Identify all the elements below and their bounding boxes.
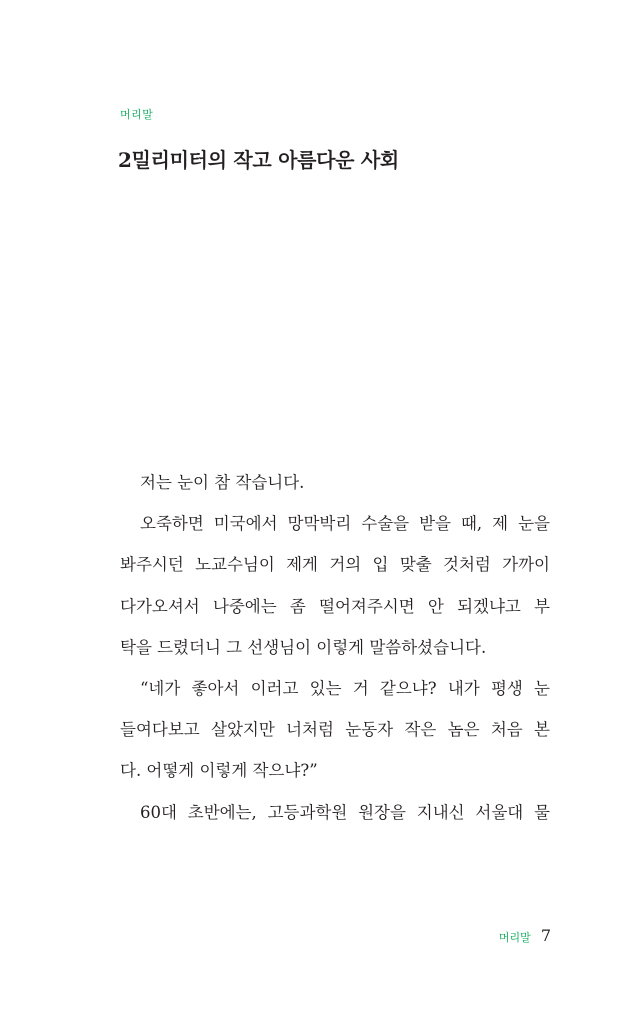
body-text — [120, 462, 550, 833]
text-line: 들여다보고 살았지만 너처럼 눈동자 작은 놈은 처음 본 — [120, 720, 550, 740]
footer-section-label: 머리말 — [498, 931, 531, 944]
text-line: 다가오셔서 나중에는 좀 떨어져주시면 안 되겠냐고 부 — [120, 596, 550, 616]
text-line: 오죽하면 미국에서 망막박리 수술을 받을 때, 제 눈을 — [140, 514, 550, 534]
text-line: “네가 좋아서 이러고 있는 거 같으냐? 내가 평생 눈 — [140, 679, 550, 699]
text-line: 저는 눈이 참 작습니다. — [140, 473, 305, 492]
page-footer — [499, 926, 551, 945]
text-line: 60대 초반에는, 고등과학원 원장을 지내신 서울대 물 — [140, 802, 550, 822]
chapter-title: 2밀리미터의 작고 아름다운 사회 — [118, 148, 399, 172]
page-number: 7 — [540, 926, 551, 945]
text-line: 봐주시던 노교수님이 제게 거의 입 맞출 것처럼 가까이 — [120, 555, 550, 575]
text-line: 다. 어떻게 이렇게 작으냐?” — [120, 761, 318, 781]
section-label: 머리말 — [120, 108, 154, 121]
text-line: 탁을 드렸더니 그 선생님이 이렇게 말씀하셨습니다. — [120, 637, 487, 657]
